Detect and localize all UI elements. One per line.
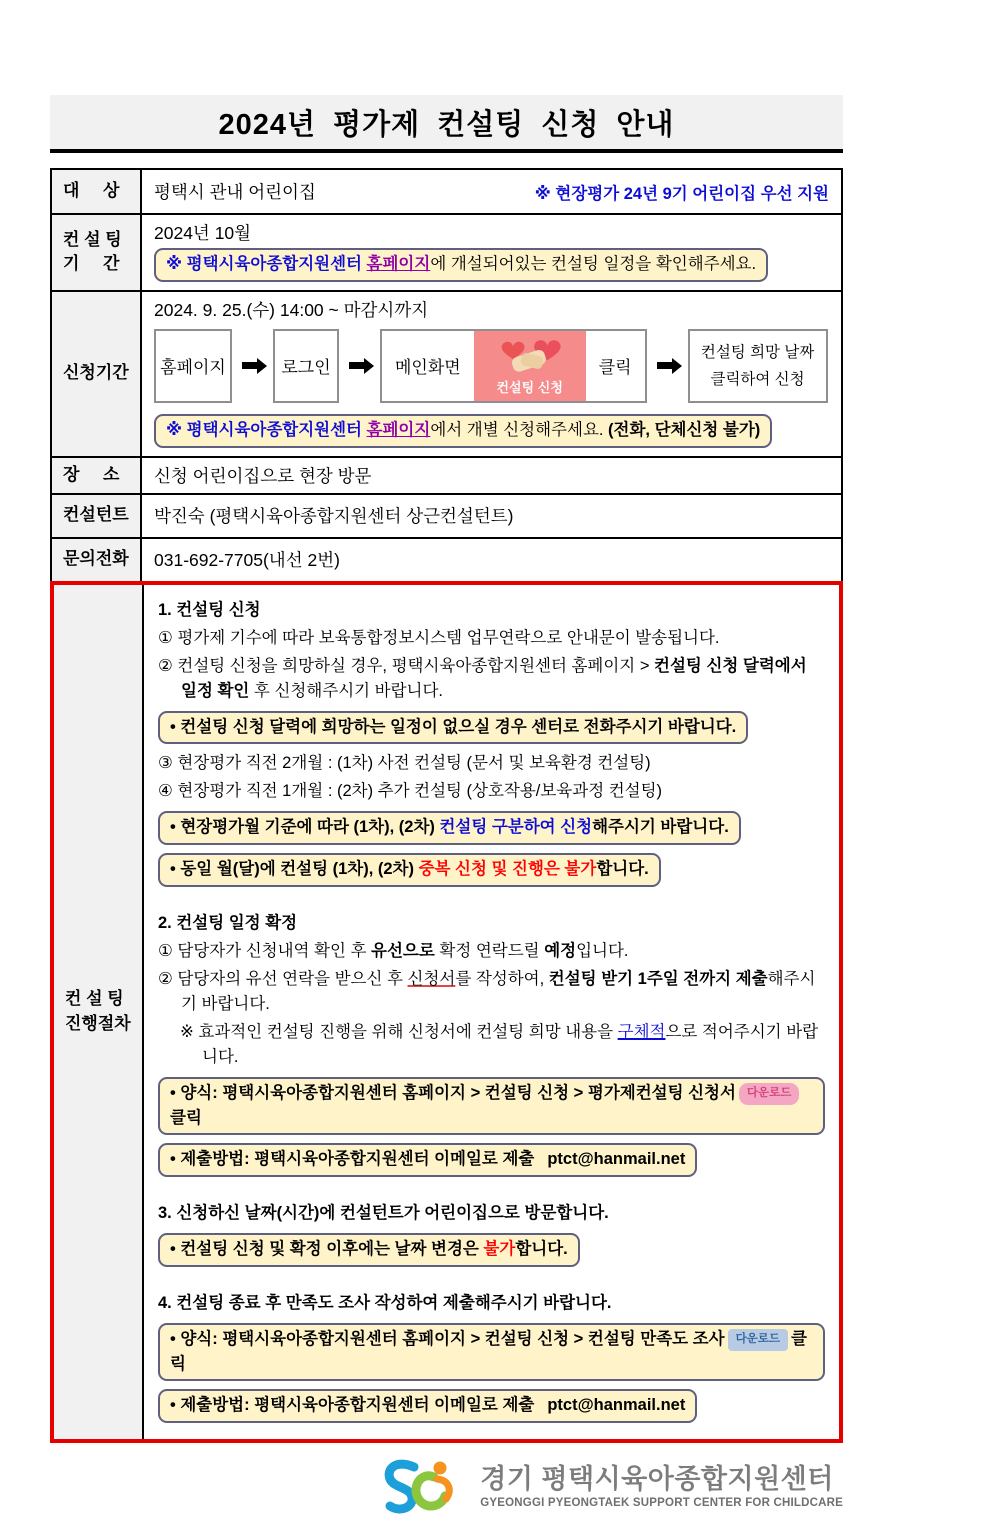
flow-step-login: 로그인: [273, 329, 339, 403]
page-title: 2024년 평가제 컨설팅 신청 안내: [218, 108, 675, 141]
arrow-right-icon: [657, 362, 672, 369]
label-consultant: 컨설턴트: [52, 495, 142, 537]
row-target: [52, 170, 841, 213]
row-consulting-period: [52, 213, 841, 290]
yellow-note-form-survey: • 양식: 평택시육아종합지원센터 홈페이지 > 컨설팅 신청 > 컨설팅 만족도 조사 다운로드 클릭: [158, 1323, 825, 1382]
section-2-heading: 2. 컨설팅 일정 확정: [158, 913, 298, 932]
item-1-2: ② 컨설팅 신청을 희망하실 경우, 평택시육아종합지원센터 홈페이지 > 컨설팅 신청 달력에서 일정 확인 후 신청해주시기 바랍니다.: [158, 656, 807, 700]
label-phone: 문의전화: [52, 539, 142, 581]
yellow-note-no-duplicate: • 동일 월(달)에 컨설팅 (1차), (2차) 중복 신청 및 진행은 불가합니다.: [158, 853, 661, 887]
section-4-heading: 4. 컨설팅 종료 후 만족도 조사 작성하여 제출해주시기 바랍니다.: [158, 1293, 612, 1312]
document-content: [50, 95, 843, 1517]
yellow-note-no-date-change: • 컨설팅 신청 및 확정 이후에는 날짜 변경은 불가합니다.: [158, 1233, 580, 1267]
value-phone: [142, 539, 841, 581]
label-consulting-period: 컨 설 팅 기 간: [52, 215, 142, 290]
center-logo-icon: [382, 1457, 470, 1517]
row-apply-period: [52, 290, 841, 456]
org-name-english: GYEONGGI PYEONGTAEK SUPPORT CENTER FOR CHILDCARE: [480, 1496, 843, 1509]
apply-flow-diagram: [154, 329, 829, 403]
phone-number: 031-692-7705(내선 2번): [154, 550, 340, 570]
org-name-korean: 경기 평택시육아종합지원센터: [480, 1464, 834, 1495]
yellow-note-submit-email: • 제출방법: 평택시육아종합지원센터 이메일로 제출 ptct@hanmail.net: [158, 1143, 697, 1177]
org-text: [480, 1465, 843, 1509]
target-value: 평택시 관내 어린이집: [154, 182, 316, 202]
info-table: [50, 168, 843, 581]
heart-handshake-icon: [494, 337, 566, 377]
consulting-apply-badge: 컨설팅 신청: [474, 331, 586, 401]
homepage-link-text: 홈페이지: [366, 420, 431, 439]
label-apply-period: 신청기간: [52, 292, 142, 456]
yellow-note-submit-email-2: • 제출방법: 평택시육아종합지원센터 이메일로 제출 ptct@hanmail.net: [158, 1389, 697, 1423]
footer: [50, 1457, 843, 1517]
label-procedure: 컨 설 팅 진행절차: [54, 585, 144, 1440]
item-1-1: ① 평가제 기수에 따라 보육통합정보시스템 업무연락으로 안내문이 발송됩니다.: [158, 628, 720, 647]
period-value: 2024년 10월: [154, 223, 252, 243]
value-consulting-period: [142, 215, 841, 290]
apply-note-box: ※ 평택시육아종합지원센터 홈페이지에서 개별 신청해주세요. (전화, 단체신청 불가): [154, 414, 772, 448]
section-1-heading: 1. 컨설팅 신청: [158, 600, 261, 619]
row-place: [52, 456, 841, 493]
item-2-note: ※ 효과적인 컨설팅 진행을 위해 신청서에 컨설팅 희망 내용을 구체적으로 적어주시기 바랍니다.: [180, 1022, 819, 1066]
row-phone: [52, 537, 841, 581]
arrow-right-icon: [242, 362, 257, 369]
download-pill-blue: 다운로드: [728, 1329, 788, 1351]
value-consultant: 박진숙 (평택시육아종합지원센터 상근컨설턴트): [154, 506, 514, 526]
homepage-link-text: 홈페이지: [366, 255, 431, 273]
item-2-2: ② 담당자의 유선 연락을 받으신 후 신청서를 작성하여, 컨설팅 받기 1주일 전까지 제출해주시기 바랍니다.: [158, 969, 816, 1013]
yellow-note-call-center: • 컨설팅 신청 달력에 희망하는 일정이 없으실 경우 센터로 전화주시기 바랍니다.: [158, 711, 748, 745]
item-2-1: ① 담당자가 신청내역 확인 후 유선으로 확정 연락드릴 예정입니다.: [158, 941, 629, 960]
flow-step-main-click: 메인화면 컨설팅 신청 클릭: [380, 329, 647, 403]
item-1-4: ④ 현장평가 직전 1개월 : (2차) 추가 컨설팅 (상호작용/보육과정 컨설팅): [158, 782, 663, 801]
procedure-content: [144, 585, 839, 1440]
value-target: [142, 170, 841, 213]
arrow-right-icon: [349, 362, 364, 369]
label-place: 장 소: [52, 458, 142, 493]
row-consultant: [52, 493, 841, 537]
target-priority-note: ※ 현장평가 24년 9기 어린이집 우선 지원: [534, 184, 829, 203]
value-place: 신청 어린이집으로 현장 방문: [154, 465, 372, 486]
download-pill-pink: 다운로드: [739, 1083, 799, 1105]
value-apply-period: [142, 292, 841, 456]
yellow-note-form-apply: • 양식: 평택시육아종합지원센터 홈페이지 > 컨설팅 신청 > 평가제컨설팅 신청서 다운로드클릭: [158, 1077, 825, 1136]
period-note-box: ※ 평택시육아종합지원센터 홈페이지에 개설되어있는 컨설팅 일정을 확인해주세요.: [154, 248, 768, 282]
label-target: 대 상: [52, 170, 142, 213]
flow-step-choose-date: 컨설팅 희망 날짜 클릭하여 신청: [688, 329, 828, 403]
item-1-3: ③ 현장평가 직전 2개월 : (1차) 사전 컨설팅 (문서 및 보육환경 컨설팅): [158, 754, 651, 773]
email-address: ptct@hanmail.net: [547, 1150, 686, 1169]
yellow-note-separate-apply: • 현장평가월 기준에 따라 (1차), (2차) 컨설팅 구분하여 신청해주시기 바랍니다.: [158, 811, 741, 845]
apply-period-value: 2024. 9. 25.(수) 14:00 ~ 마감시까지: [154, 299, 429, 320]
title-band: [50, 95, 843, 153]
section-3-heading: 3. 신청하신 날짜(시간)에 컨설턴트가 어린이집으로 방문합니다.: [158, 1204, 609, 1222]
flow-step-homepage: 홈페이지: [154, 329, 232, 403]
procedure-section: [50, 581, 843, 1444]
email-address: ptct@hanmail.net: [547, 1396, 686, 1415]
